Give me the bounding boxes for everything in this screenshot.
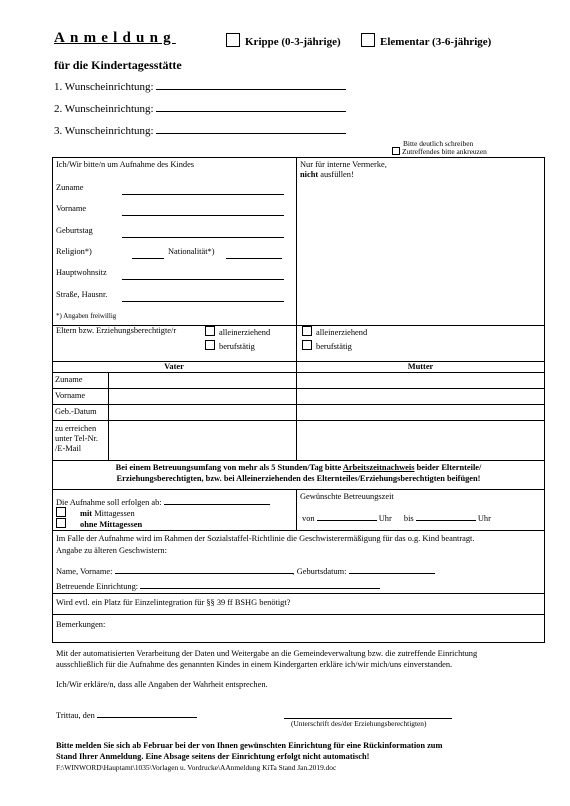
father-contact-field[interactable] — [110, 422, 294, 459]
with-lunch-label: Mittagessen — [92, 509, 135, 518]
remarks-field[interactable] — [120, 616, 540, 640]
father-single-checkbox[interactable] — [205, 326, 215, 336]
siblings-statement: Im Falle der Aufnahme wird im Rahmen der Sozialstaffel-Richtlinie die Geschwisterermäßigung für das o.g. Kind beantragt. — [56, 534, 475, 543]
wunsch-1 — [54, 80, 346, 93]
child-street-field[interactable] — [122, 292, 284, 302]
signature-field[interactable] — [284, 708, 452, 719]
father-surname-field[interactable] — [110, 374, 294, 387]
wunsch-1-label: 1. Wunscheinrichtung: — [54, 81, 154, 93]
wunsch-2-label: 2. Wunscheinrichtung: — [54, 103, 154, 115]
col-mother: Mutter — [407, 362, 434, 371]
child-religion-field[interactable] — [132, 249, 164, 259]
father-single-label: alleinerziehend — [219, 328, 271, 337]
mother-single-checkbox[interactable] — [302, 326, 312, 336]
page-title: Anmeldung — [54, 30, 176, 46]
mother-firstname-field[interactable] — [298, 390, 543, 403]
care-from-label: von — [302, 514, 315, 523]
child-nationality-field[interactable] — [226, 249, 282, 259]
elementar-label: Elementar (3-6-jährige) — [380, 36, 492, 48]
file-path: F:\WINWORD\Hauptamt\1035\Vorlagen u. Vordrucke\AAnmeldung KiTa Stand Jan.2019.doc — [56, 763, 337, 772]
without-lunch-checkbox[interactable] — [56, 518, 66, 528]
hint-checkbox-icon — [392, 147, 400, 155]
notice-line1: Bei einem Betreuungsumfang von mehr als 5 Stunden/Tag bitte Arbeitszeitnachweis beider Elternteile/ — [115, 463, 482, 472]
child-heading: Ich/Wir bitte/n um Aufnahme des Kindes — [56, 160, 195, 169]
sibling-name-row — [56, 565, 435, 576]
wunsch-2 — [54, 102, 346, 115]
mother-working-label: berufstätig — [316, 342, 352, 351]
with-lunch-bold: mit — [80, 509, 93, 518]
internal-note-line1: Nur für interne Vermerke, — [300, 160, 387, 169]
wunsch-1-field[interactable] — [156, 80, 346, 90]
sibling-facility-field[interactable] — [140, 580, 380, 589]
father-firstname-field[interactable] — [110, 390, 294, 403]
hint-write: Bitte deutlich schreiben — [403, 139, 474, 148]
child-birthday-field[interactable] — [122, 228, 284, 238]
mother-working-checkbox[interactable] — [302, 340, 312, 350]
hint-check — [392, 147, 487, 156]
mother-single-option[interactable] — [302, 326, 367, 337]
with-lunch-option[interactable] — [56, 507, 135, 518]
care-time-label: Gewünschte Betreuungszeit — [300, 492, 394, 501]
child-residence-label: Hauptwohnsitz — [56, 268, 107, 277]
care-until-label: bis — [403, 514, 414, 523]
parents-heading: Eltern bzw. Erziehungsberechtigte/r — [56, 326, 177, 335]
sibling-birth-label: , Geburtsdatum: — [292, 567, 347, 576]
signature-date-field[interactable] — [97, 709, 197, 718]
parent-surname-label: Zuname — [55, 375, 83, 384]
child-birthday-label: Geburtstag — [56, 226, 93, 235]
father-single-option[interactable] — [205, 326, 270, 337]
notice-line2: Erziehungsberechtigten, bzw. bei Alleinerziehenden des Elternteiles/Erziehungsberechtigten beifügen! — [116, 474, 481, 483]
integration-question: Wird evtl. ein Platz für Einzelintegration für §§ 39 ff BSHG benötigt? — [56, 598, 291, 607]
with-lunch-checkbox[interactable] — [56, 507, 66, 517]
admission-start-label: Die Aufnahme soll erfolgen ab: — [56, 498, 162, 507]
sibling-birth-field[interactable] — [349, 565, 435, 574]
child-religion-label: Religion*) — [56, 247, 92, 256]
hint-check-label: Zutreffendes bitte ankreuzen — [402, 147, 487, 156]
notice-underlined: Arbeitszeitnachweis — [342, 463, 415, 472]
wunsch-3 — [54, 124, 346, 137]
child-street-label: Straße, Hausnr. — [56, 290, 108, 299]
parent-firstname-label: Vorname — [55, 391, 86, 400]
care-until-field[interactable] — [416, 512, 476, 521]
signature-place-label: Trittau, den — [56, 711, 95, 720]
without-lunch-option[interactable] — [56, 518, 142, 529]
mother-single-label: alleinerziehend — [316, 328, 368, 337]
sibling-name-label: Name, Vorname: — [56, 567, 113, 576]
child-surname-field[interactable] — [122, 185, 284, 195]
child-nationality-label: Nationalität*) — [168, 247, 215, 256]
remarks-label: Bemerkungen: — [56, 620, 106, 629]
krippe-label: Krippe (0-3-jährige) — [245, 36, 341, 48]
child-firstname-label: Vorname — [56, 204, 87, 213]
admission-start — [56, 496, 270, 507]
admission-start-field[interactable] — [164, 496, 270, 505]
sibling-facility-row — [56, 580, 380, 591]
signature-place — [56, 709, 197, 720]
consent-line1: Mit der automatisierten Verarbeitung der Daten und Weitergabe an die Gemeindeverwaltung bzw. die zutreffende Einrichtung — [56, 649, 478, 658]
wunsch-2-field[interactable] — [156, 102, 346, 112]
child-firstname-field[interactable] — [122, 206, 284, 216]
internal-note-rest: ausfüllen! — [318, 170, 354, 179]
siblings-label: Angabe zu älteren Geschwistern: — [56, 546, 167, 555]
krippe-option[interactable] — [226, 33, 341, 48]
internal-note-bold: nicht — [300, 170, 319, 179]
footer-line2: Stand Ihrer Anmeldung. Eine Absage seitens der Einrichtung erfolgt nicht automatisch! — [56, 752, 370, 761]
child-footnote: *) Angaben freiwillig — [56, 312, 117, 320]
without-lunch-label: ohne Mittagessen — [80, 520, 143, 529]
sibling-facility-label: Betreuende Einrichtung: — [56, 582, 139, 591]
child-residence-field[interactable] — [122, 270, 284, 280]
truth-statement: Ich/Wir erkläre/n, dass alle Angaben der Wahrheit entsprechen. — [56, 680, 268, 689]
father-birthdate-field[interactable] — [110, 406, 294, 419]
wunsch-3-label: 3. Wunscheinrichtung: — [54, 125, 154, 137]
internal-note-line2 — [300, 170, 354, 179]
subtitle: für die Kindertagesstätte — [54, 58, 182, 72]
care-hours1-label: Uhr — [378, 514, 392, 523]
care-hours2-label: Uhr — [477, 514, 491, 523]
wunsch-3-field[interactable] — [156, 124, 346, 134]
father-working-option[interactable] — [205, 340, 255, 351]
father-working-label: berufstätig — [219, 342, 255, 351]
signature-label: (Unterschrift des/der Erziehungsberechtigten) — [291, 719, 427, 728]
elementar-option[interactable] — [361, 33, 491, 48]
mother-birthdate-field[interactable] — [298, 406, 543, 419]
footer-line1: Bitte melden Sie sich ab Februar bei der von Ihnen gewünschten Einrichtung für eine Rückinformation zum — [56, 741, 443, 750]
child-surname-label: Zuname — [56, 183, 84, 192]
parent-birthdate-label: Geb.-Datum — [55, 407, 97, 416]
mother-surname-field[interactable] — [298, 374, 543, 387]
elementar-checkbox[interactable] — [361, 33, 375, 47]
care-time-row — [302, 512, 491, 523]
krippe-checkbox[interactable] — [226, 33, 240, 47]
sibling-name-field[interactable] — [115, 565, 293, 574]
parent-contact-label: zu erreichen unter Tel-Nr. /E-Mail — [55, 424, 98, 453]
consent-line2: ausschließlich für die Aufnahme des genannten Kindes in einem Kindergarten erkläre ich/wir mich/uns einverstanden. — [56, 660, 453, 669]
col-father: Vater — [164, 362, 184, 371]
mother-working-option[interactable] — [302, 340, 352, 351]
care-from-field[interactable] — [317, 512, 377, 521]
father-working-checkbox[interactable] — [205, 340, 215, 350]
mother-contact-field[interactable] — [298, 422, 543, 459]
